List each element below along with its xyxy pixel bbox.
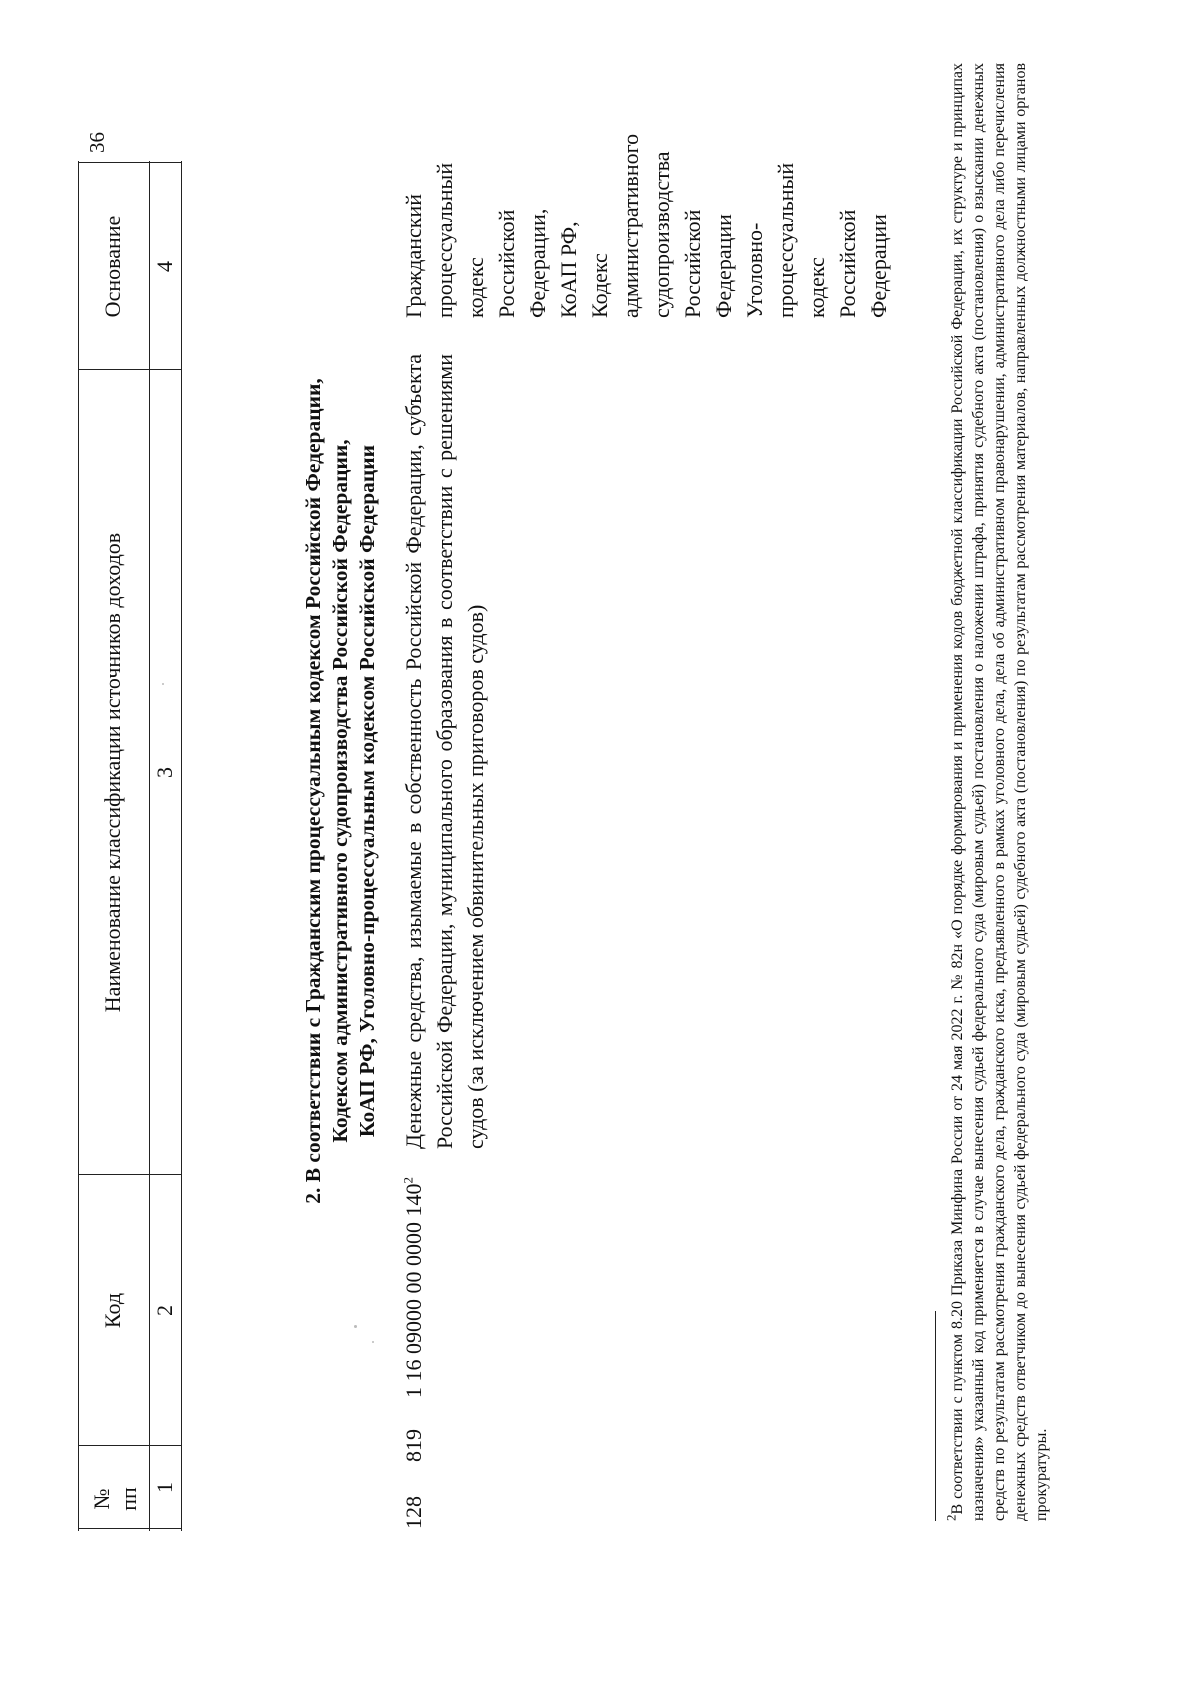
footnote-text: В соответствии с пунктом 8.20 Приказа Минфина России от 24 мая 2022 г. № 82н «О порядке формирования и применения кодов бюджетной классификации Российской Федерации, их структуре и принципах назначения» указанный код применяется в случае вынесения судьей федерального суда (мировым судьей) постановления о наложении штрафа, принятия судебного акта (постановления) о взыскании денежных средств по результатам рассмотрения гражданского дела, гражданского иска, предъявленного в рамках уголовного дела, дела об административном правонарушении, административного дела либо перечисления денежных средств ответчиком до вынесения судьей федерального суда (мировым судьей) судебного акта (постановления) по результатам рассмотрения материалов, направленных должностными лицами органов прокуратуры. (949, 63, 1050, 1521)
row-number: 128 (401, 1496, 426, 1529)
footnote (943, 63, 1052, 1521)
scan-speck (354, 1325, 357, 1328)
row-name: Денежные средства, изымаемые в собственность Российской Федерации, субъекта Российской Федерации, муниципального образования в соответствии с решениями судов (за исключением обвинительных приговоров судов) (401, 354, 488, 1149)
column-number-4: 4 (152, 261, 177, 272)
header-divider (149, 161, 150, 1531)
row-admin-code: 819 (401, 1429, 426, 1462)
header-name: Наименование классификации источников доходов (100, 532, 125, 1013)
row-code (398, 1177, 429, 1398)
column-number-2: 2 (152, 1305, 177, 1316)
section-heading-line: 2. В соответствии с Гражданским процессуальным кодексом Российской Федерации, (301, 378, 325, 1204)
column-number-1: 1 (152, 1482, 177, 1493)
section-heading-line: Кодексом административного судопроизводства Российской Федерации, (328, 439, 352, 1143)
header-code: Код (100, 1292, 125, 1329)
section-heading (300, 171, 381, 1411)
row-basis: Гражданский процессуальный кодекс Российской Федерации, КоАП РФ, Кодекс административного судопроизводства Российской Федерации Уголовно-процессуальный кодекс Российской Федерации (401, 133, 891, 318)
row-code-value: 1 16 09000 00 0000 140 (401, 1183, 426, 1398)
page-number: 36 (85, 132, 109, 153)
table-header-bottom-border (181, 161, 182, 1531)
header-basis: Основание (100, 215, 125, 318)
scan-speck (162, 683, 164, 685)
footnote-marker: 2 (943, 1514, 959, 1521)
header-no: № пп (89, 1487, 141, 1511)
footnote-reference: 2 (400, 1177, 416, 1184)
section-heading-line: КоАП РФ, Уголовно-процессуальным кодексом Российской Федерации (355, 444, 379, 1138)
footnote-separator (935, 1311, 936, 1521)
column-number-3: 3 (152, 767, 177, 778)
scan-speck (372, 1341, 374, 1343)
table-top-border (78, 161, 79, 1531)
